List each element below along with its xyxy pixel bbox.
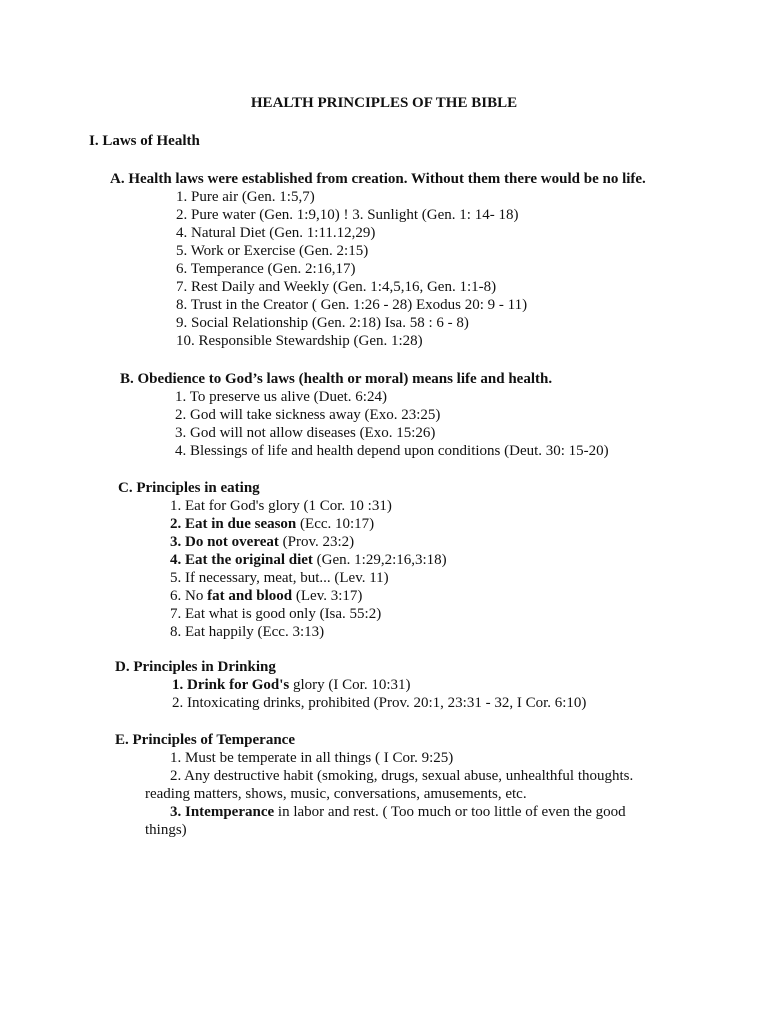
item-text: 5. If necessary, meat, but... (Lev. 11) — [170, 570, 389, 586]
item-text: 2. Intoxicating drinks, prohibited (Prov. 20:1, 23:31 - 32, I Cor. 6:10) — [172, 695, 587, 711]
subsection-b-list — [175, 388, 609, 460]
item-text: (Prov. 23:2) — [278, 534, 355, 550]
item-text: (Lev. 3:17) — [292, 588, 363, 604]
item-emphasis: 4. Eat the original diet — [170, 552, 313, 568]
list-item: 2. God will take sickness away (Exo. 23:25) — [175, 407, 441, 423]
item-text: (Ecc. 10:17) — [296, 516, 375, 532]
list-item: 8. Trust in the Creator ( Gen. 1:26 - 28) Exodus 20: 9 - 11) — [176, 297, 528, 313]
list-item: 3. God will not allow diseases (Exo. 15:26) — [175, 425, 436, 441]
list-item — [170, 569, 447, 587]
list-item — [170, 749, 640, 767]
item-text: 6. No — [170, 588, 208, 604]
list-item — [145, 767, 640, 803]
item-text-continued: things) — [145, 822, 187, 838]
item-emphasis: 3. Do not overeat — [170, 534, 279, 550]
list-item — [170, 587, 447, 605]
list-item — [170, 605, 447, 623]
list-item: 1. Pure air (Gen. 1:5,7) — [176, 189, 315, 205]
item-text: 8. Eat happily (Ecc. 3:13) — [170, 624, 325, 640]
subsection-c-list — [170, 497, 447, 641]
list-item: 7. Rest Daily and Weekly (Gen. 1:4,5,16, Gen. 1:1-8) — [176, 279, 497, 295]
item-emphasis: 1. Drink for God's — [172, 677, 290, 693]
list-item — [170, 551, 447, 569]
item-text: 1. Must be temperate in all things ( I Cor. 9:25) — [170, 750, 454, 766]
list-item: 10. Responsible Stewardship (Gen. 1:28) — [176, 333, 423, 349]
subsection-d — [115, 658, 586, 712]
subsection-b — [120, 370, 609, 460]
list-item: 9. Social Relationship (Gen. 2:18) Isa. 58 : 6 - 8) — [176, 315, 469, 331]
subsection-e-heading: E. Principles of Temperance — [115, 732, 295, 748]
subsection-d-list — [172, 676, 586, 712]
subsection-c-heading: C. Principles in eating — [118, 480, 260, 496]
list-item: 2. Pure water (Gen. 1:9,10) ! 3. Sunlight (Gen. 1: 14- 18) — [176, 207, 519, 223]
list-item — [145, 803, 640, 839]
section-heading-laws-of-health: I. Laws of Health — [89, 133, 200, 149]
list-item: 6. Temperance (Gen. 2:16,17) — [176, 261, 356, 277]
list-item — [170, 533, 447, 551]
subsection-a-heading: A. Health laws were established from creation. Without them there would be no life. — [110, 171, 646, 187]
list-item — [172, 694, 586, 712]
item-line — [170, 803, 640, 821]
list-item — [172, 676, 586, 694]
list-item — [170, 497, 447, 515]
item-text: in labor and rest. ( Too much or too little of even the good — [274, 804, 626, 820]
subsection-e — [115, 731, 640, 839]
item-emphasis: fat and blood — [207, 588, 293, 604]
list-item — [170, 623, 447, 641]
subsection-a — [110, 170, 646, 350]
document-title: HEALTH PRINCIPLES OF THE BIBLE — [250, 95, 518, 111]
item-emphasis: 2. Eat in due season — [170, 516, 297, 532]
item-text: 2. Any destructive habit (smoking, drugs, sexual abuse, unhealthful thoughts. — [170, 768, 634, 784]
subsection-c — [118, 479, 447, 641]
subsection-e-list — [145, 749, 640, 839]
subsection-b-heading: B. Obedience to God’s laws (health or moral) means life and health. — [120, 371, 553, 387]
item-text: glory (I Cor. 10:31) — [289, 677, 411, 693]
list-item — [170, 515, 447, 533]
list-item: 4. Blessings of life and health depend upon conditions (Deut. 30: 15-20) — [175, 443, 609, 459]
item-emphasis: 3. Intemperance — [170, 804, 275, 820]
item-text-continued: reading matters, shows, music, conversations, amusements, etc. — [145, 786, 527, 802]
item-text: 7. Eat what is good only (Isa. 55:2) — [170, 606, 382, 622]
subsection-d-heading: D. Principles in Drinking — [115, 659, 276, 675]
list-item: 5. Work or Exercise (Gen. 2:15) — [176, 243, 369, 259]
item-text: (Gen. 1:29,2:16,3:18) — [312, 552, 447, 568]
list-item: 4. Natural Diet (Gen. 1:11.12,29) — [176, 225, 376, 241]
item-text: 1. Eat for God's glory (1 Cor. 10 :31) — [170, 498, 392, 514]
list-item: 1. To preserve us alive (Duet. 6:24) — [175, 389, 387, 405]
subsection-a-list — [176, 188, 646, 350]
